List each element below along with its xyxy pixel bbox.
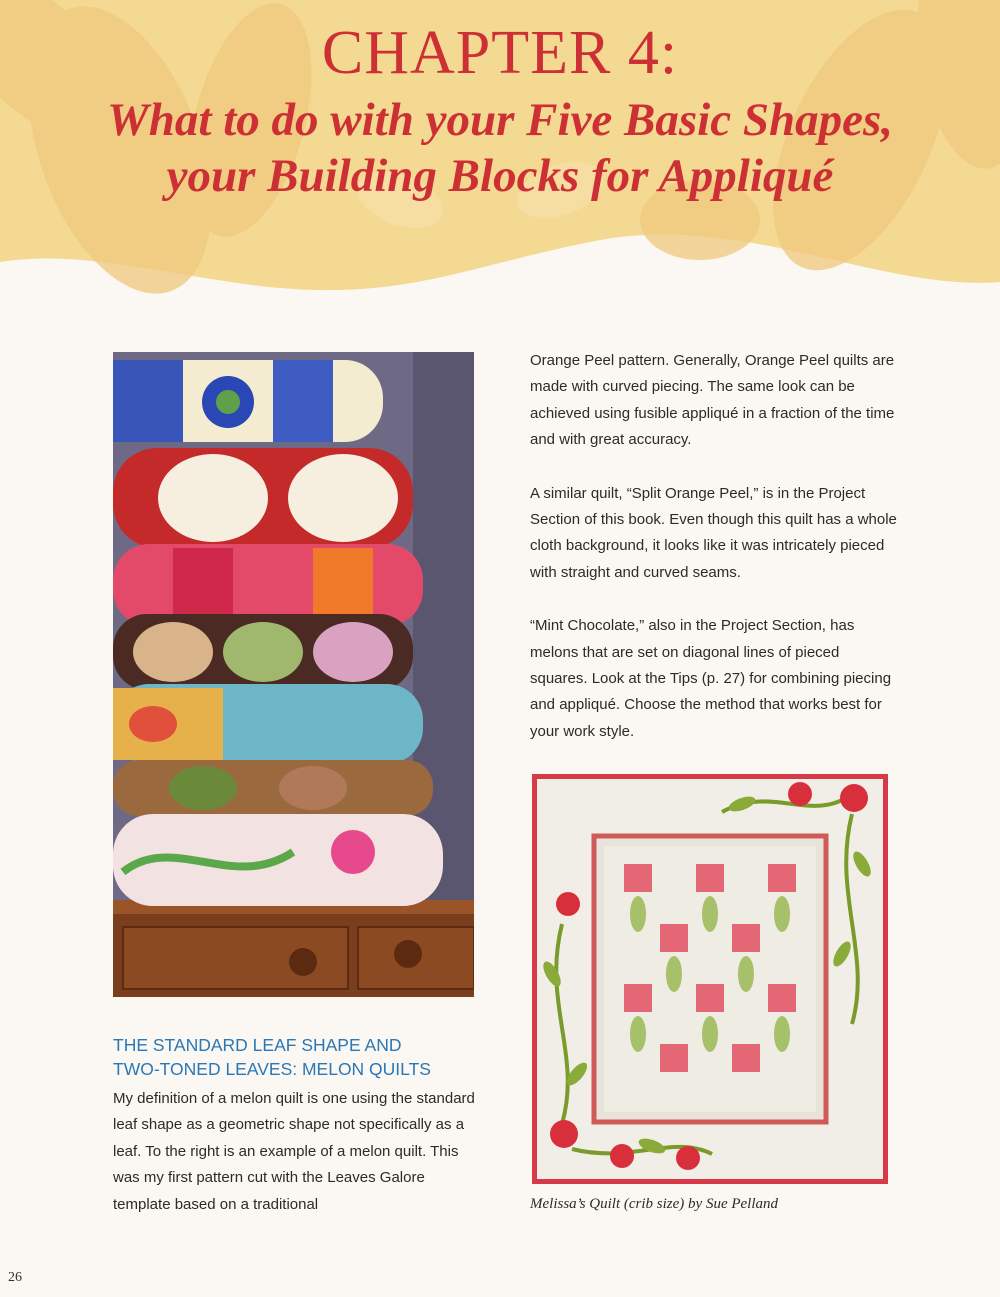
- right-column-text: [530, 348, 900, 772]
- paragraph: Orange Peel pattern. Generally, Orange Peel quilts are made with curved piecing. The same look can be achieved using fusible appliqué in a fraction of the time and with great accuracy.: [530, 352, 895, 449]
- section-heading-line-2: TWO-TONED LEAVES: MELON QUILTS: [113, 1059, 431, 1079]
- subtitle-line-2: your Building Blocks for Appliqué: [166, 150, 834, 202]
- section-body: My definition of a melon quilt is one using the standard leaf shape as a geometric shape not specifically as a leaf. To the right is an example of a melon quilt. This was my first pattern cut with the Leaves Galore template based on a traditional: [113, 1090, 475, 1213]
- melissas-quilt-photo: [532, 774, 888, 1184]
- figure-caption: Melissa’s Quilt (crib size) by Sue Pelland: [530, 1196, 779, 1212]
- header-banner: [0, 0, 1000, 300]
- chapter-subtitle: [0, 92, 1000, 204]
- page-number: 26: [8, 1270, 22, 1285]
- section-heading: [113, 1033, 483, 1081]
- chapter-title: CHAPTER 4:: [321, 19, 679, 87]
- paragraph: A similar quilt, “Split Orange Peel,” is in the Project Section of this book. Even though this quilt has a whole cloth background, it looks like it was intricately pieced with straight and curved seams.: [530, 484, 897, 581]
- quilt-stack-photo: [113, 352, 474, 997]
- section-heading-line-1: THE STANDARD LEAF SHAPE AND: [113, 1035, 402, 1055]
- paragraph: “Mint Chocolate,” also in the Project Section, has melons that are set on diagonal lines of pieced squares. Look at the Tips (p. 27) for combining piecing and appliqué. Choose the method that works best for your work style.: [530, 617, 892, 740]
- subtitle-line-1: What to do with your Five Basic Shapes,: [106, 94, 894, 146]
